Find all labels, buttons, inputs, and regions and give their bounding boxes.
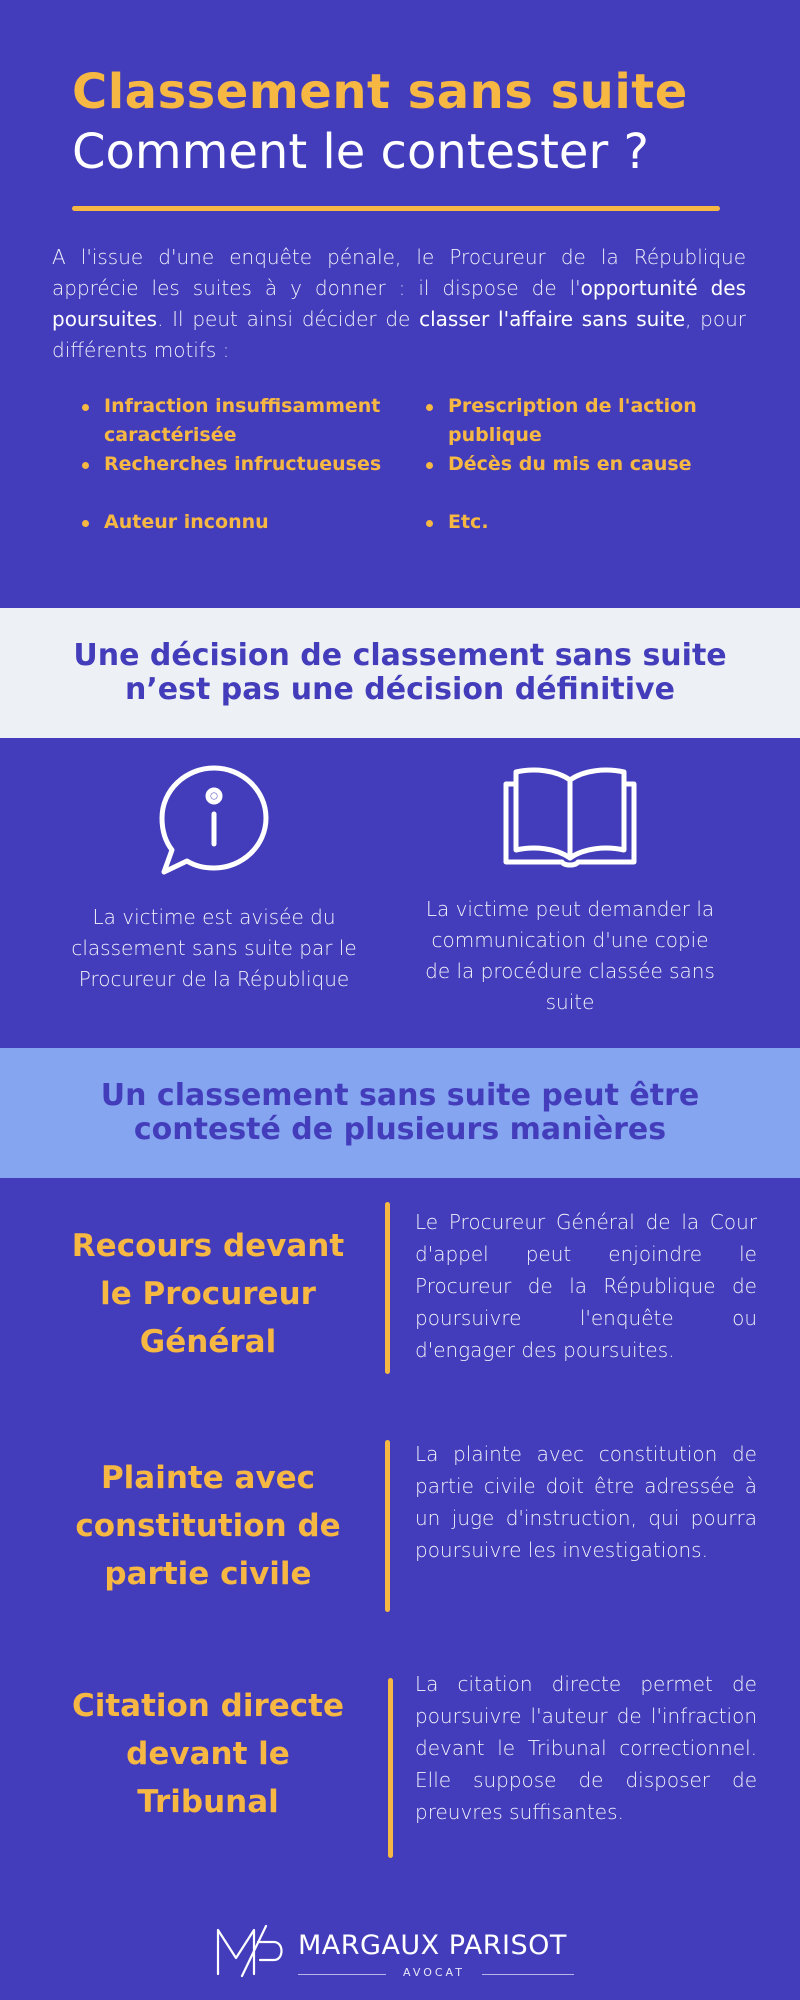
victim-copy-text: La victime peut demander la communication d'une copie de la procédure classée sans suite	[425, 897, 715, 1014]
header-section	[0, 0, 800, 608]
recours-label-line: partie civile	[104, 1556, 312, 1592]
intro-highlight-opportunite: opportunité des poursuites	[52, 276, 746, 331]
open-book-icon	[500, 762, 640, 872]
page-subtitle: Comment le contester ?	[72, 124, 649, 180]
brand-name: MARGAUX PARISOT	[298, 1930, 567, 1961]
contest-band	[0, 1048, 800, 1178]
motif-item: Prescription de l'action publique	[424, 392, 730, 450]
recours-label-line: constitution de	[75, 1508, 341, 1544]
recours-label-line: Recours devant	[71, 1228, 345, 1264]
motif-item: Infraction insuffisamment caractérisée	[80, 392, 424, 450]
recours-row-plainte	[0, 1438, 800, 1628]
recours-label-line: le Procureur	[100, 1276, 316, 1312]
recours-label-line: Tribunal	[137, 1784, 279, 1820]
info-speech-bubble-icon	[154, 762, 274, 880]
decision-band	[0, 608, 800, 738]
victim-notice-text: La victime est avisée du classement sans suite par le Procureur de la République	[71, 905, 357, 991]
recours-divider	[385, 1440, 390, 1612]
mp-monogram-logo	[214, 1924, 288, 1978]
recours-divider	[385, 1202, 390, 1374]
contest-heading-line-1: Un classement sans suite peut être	[100, 1078, 700, 1113]
contest-heading	[60, 1079, 740, 1147]
recours-label	[52, 1454, 364, 1598]
motif-item: Recherches infructueuses	[80, 450, 424, 508]
contest-heading-line-2: contesté de plusieurs manières	[133, 1112, 667, 1147]
page-title: Classement sans suite	[72, 64, 688, 120]
recours-label-line: Général	[139, 1324, 277, 1360]
recours-label	[52, 1682, 364, 1826]
brand-role: AVOCAT	[403, 1966, 465, 1979]
recours-description: La citation directe permet de poursuivre l'auteur de l'infraction devant le Tribunal correctionnel. Elle suppose de disposer de preuvres suffisantes.	[415, 1672, 757, 1824]
recours-label-line: Plainte avec	[100, 1460, 316, 1496]
decision-heading	[60, 639, 740, 707]
victim-notice-column	[64, 762, 364, 995]
intro-paragraph	[52, 242, 746, 366]
brand-divider-left	[298, 1974, 386, 1975]
decision-heading-line-2: n’est pas une décision définitive	[125, 672, 675, 707]
recours-divider	[388, 1678, 393, 1858]
decision-heading-line-1: Une décision de classement sans suite	[73, 638, 727, 673]
intro-text-3: , pour différents motifs :	[52, 307, 746, 362]
recours-description: Le Procureur Général de la Cour d'appel peut enjoindre le Procureur de la République de poursuivre l'enquête ou d'engager des poursuites.	[415, 1210, 757, 1362]
brand-divider-right	[482, 1974, 574, 1975]
recours-label	[52, 1222, 364, 1366]
recours-label-line: Citation directe	[71, 1688, 345, 1724]
recours-label-line: devant le	[126, 1736, 290, 1772]
motif-item: Auteur inconnu	[80, 508, 424, 566]
recours-description: La plainte avec constitution de partie civile doit être adressée à un juge d'instruction, qui pourra poursuivre les investigations.	[415, 1442, 757, 1562]
intro-text-2: . Il peut ainsi décider de	[157, 307, 420, 331]
victim-info-section	[0, 738, 800, 1048]
victim-copy-column	[420, 762, 720, 1018]
motif-item: Décès du mis en cause	[424, 450, 730, 508]
intro-highlight-classer: classer l'affaire sans suite	[419, 307, 686, 331]
motifs-list	[80, 392, 730, 566]
recours-row-citation	[0, 1668, 800, 1878]
intro-text-1: A l'issue d'une enquête pénale, le Procureur de la République apprécie les suites à y donner : il dispose de l'	[52, 245, 746, 300]
title-divider	[72, 206, 720, 211]
footer	[0, 1910, 800, 1980]
recours-row-procureur-general	[0, 1200, 800, 1390]
motif-item: Etc.	[424, 508, 730, 566]
